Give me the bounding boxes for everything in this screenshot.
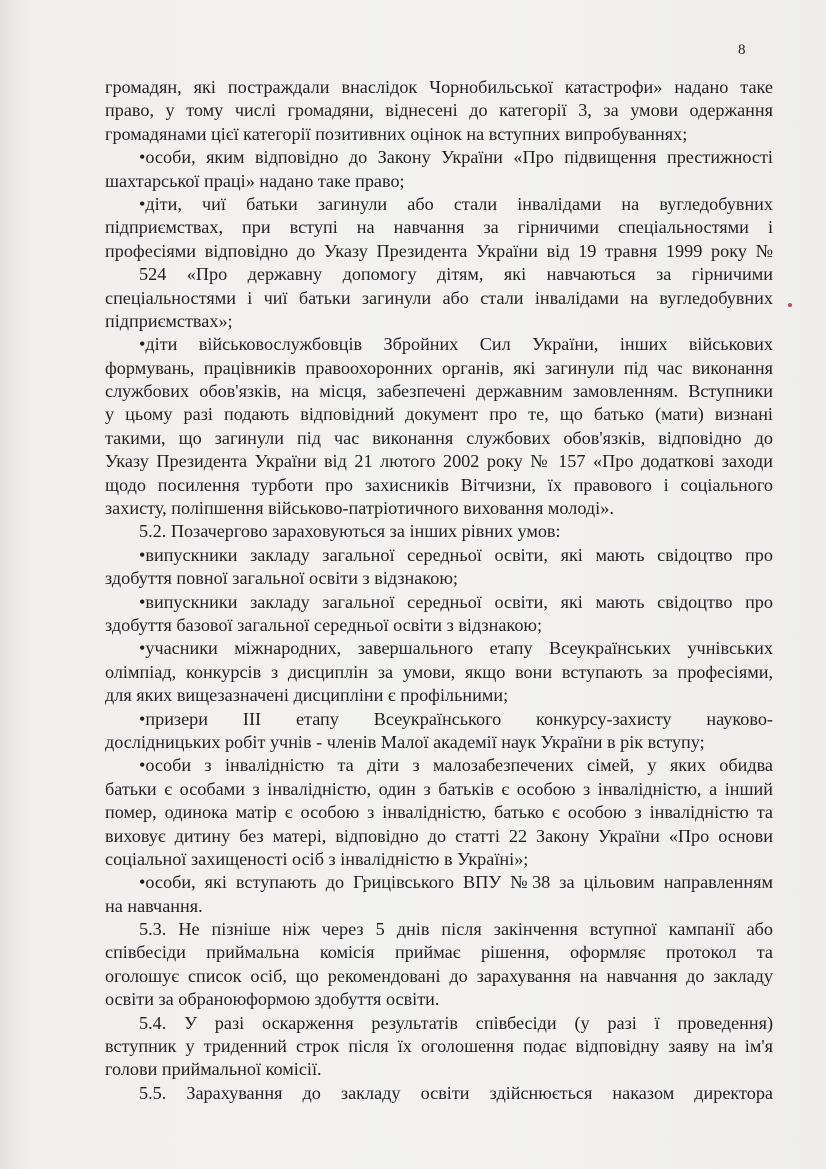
text-line: дослідницьких робіт учнів - членів Малої академії наук України в рік вступу; bbox=[105, 731, 705, 752]
text-line: батьки є особами з інвалідністю, один з батьків є особою з інвалідністю, а інший bbox=[105, 778, 773, 799]
text-line: підприємствах, при вступі на навчання за гірничими спеціальностями і bbox=[105, 217, 773, 238]
text-line: здобуття базової загальної середньої освіти з відзнакою; bbox=[105, 614, 543, 635]
text-line: захисту, поліпшення військово-патріотичного виховання молоді». bbox=[105, 498, 614, 519]
text-line: 5.5. Зарахування до закладу освіти здійснюється наказом директора bbox=[139, 1082, 773, 1103]
text-line: оголошує список осіб, що рекомендовані до зарахування на навчання до закладу bbox=[105, 965, 773, 986]
text-line: право, у тому числі громадяни, віднесені до категорії 3, за умови одержання bbox=[105, 100, 773, 121]
text-line: •особи, які вступають до Грицівського ВПУ №38 за цільовим направленням bbox=[139, 872, 773, 893]
text-line: у цьому разі подають відповідний документ про те, що батько (мати) визнані bbox=[105, 404, 773, 425]
text-line: для яких вищезазначені дисципліни є профільними; bbox=[105, 685, 509, 706]
text-line: на навчання. bbox=[105, 895, 203, 916]
text-line: •випускники закладу загальної середньої освіти, які мають свідоцтво про bbox=[139, 544, 773, 565]
text-line: громадянами цієї категорії позитивних оцінок на вступних випробуваннях; bbox=[105, 123, 688, 144]
text-line: 524 «Про державну допомогу дітям, які навчаються за гірничими bbox=[139, 264, 773, 285]
text-line: олімпіад, конкурсів з дисциплін за умови, якщо вони вступають за професіями, bbox=[105, 661, 773, 682]
text-line: соціальної захищеності осіб з інвалідністю в Україні»; bbox=[105, 848, 529, 869]
text-line: •призери ІІІ етапу Всеукраїнського конкурсу-захисту науково- bbox=[139, 708, 773, 729]
text-line: професіями відповідно до Указу Президента України від 19 травня 1999 року № bbox=[105, 240, 773, 261]
text-line: виховує дитину без матері, відповідно до статті 22 Закону України «Про основи bbox=[105, 825, 773, 846]
text-line: помер, одинока матір є особою з інвалідністю, батько є особою з інвалідністю та bbox=[105, 802, 773, 823]
text-line: спеціальностями і чиї батьки загинули або стали інвалідами на вугледобувних bbox=[105, 287, 773, 308]
text-line: здобуття повної загальної освіти з відзнакою; bbox=[105, 568, 458, 589]
text-line: шахтарської праці» надано таке право; bbox=[105, 170, 405, 191]
text-line: співбесіди приймальна комісія приймає рішення, оформляє протокол та bbox=[105, 942, 773, 963]
text-line: 5.2. Позачергово зараховуються за інших рівних умов: bbox=[139, 521, 561, 542]
text-line: •випускники закладу загальної середньої освіти, які мають свідоцтво про bbox=[139, 591, 773, 612]
text-line: Указу Президента України від 21 лютого 2002 року № 157 «Про додаткові заходи bbox=[105, 451, 773, 472]
text-line: підприємствах»; bbox=[105, 310, 233, 331]
text-line: формувань, працівників правоохоронних органів, які загинули під час виконання bbox=[105, 357, 773, 378]
text-line: громадян, які постраждали внаслідок Чорнобильської катастрофи» надано таке bbox=[105, 77, 773, 97]
text-line: службових обов'язків, на місця, забезпечені державним замовленням. Вступники bbox=[105, 381, 773, 402]
text-line: голови приймальної комісії. bbox=[105, 1059, 322, 1080]
text-line: •особи з інвалідністю та діти з малозабезпечених сімей, у яких обидва bbox=[139, 755, 773, 776]
text-line: •особи, яким відповідно до Закону України «Про підвищення престижності bbox=[139, 147, 773, 168]
body-text bbox=[105, 76, 773, 1105]
page-number: 8 bbox=[738, 42, 746, 58]
text-line: вступник у триденний строк після їх оголошення подає відповідну заяву на ім'я bbox=[105, 1036, 773, 1057]
ink-speck bbox=[788, 303, 792, 307]
text-line: •діти, чиї батьки загинули або стали інвалідами на вугледобувних bbox=[139, 193, 773, 214]
text-line: 5.4. У разі оскарження результатів співбесіди (у разі ї проведення) bbox=[139, 1012, 773, 1033]
text-line: •учасники міжнародних, завершального етапу Всеукраїнських учнівських bbox=[139, 638, 773, 659]
text-line: такими, що загинули під час виконання службових обов'язків, відповідно до bbox=[105, 427, 773, 448]
text-line: щодо посилення турботи про захисників Вітчизни, їх правового і соціального bbox=[105, 474, 773, 495]
text-line: •діти військовослужбовців Збройних Сил України, інших військових bbox=[139, 334, 773, 355]
text-line: освіти за обраноюформою здобуття освіти. bbox=[105, 989, 440, 1010]
text-line: 5.3. Не пізніше ніж через 5 днів після закінчення вступної кампанії або bbox=[139, 919, 773, 940]
